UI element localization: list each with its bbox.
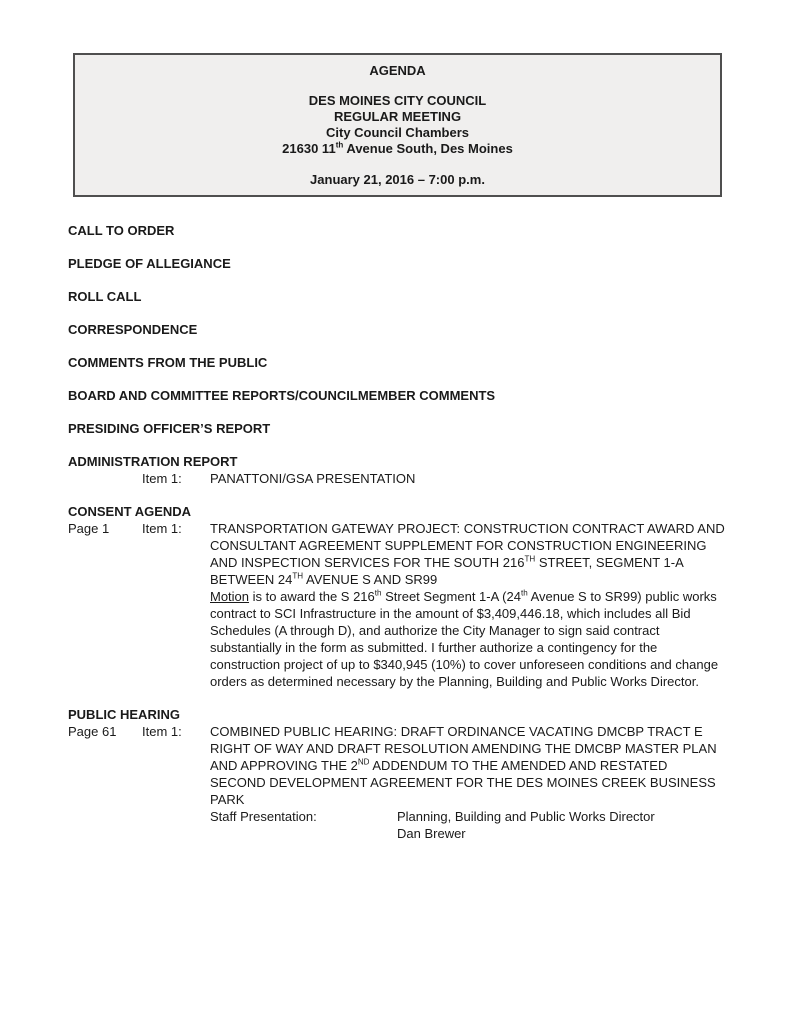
heading-roll-call: ROLL CALL — [68, 289, 142, 304]
heading-presiding-officers-report: PRESIDING OFFICER’S REPORT — [68, 421, 271, 436]
staff-presenter-title: Planning, Building and Public Works Director — [397, 809, 655, 824]
page-ref: Page 1 — [68, 521, 110, 536]
header-meeting-type: REGULAR MEETING — [333, 109, 462, 124]
staff-presentation-label: Staff Presentation: — [210, 809, 317, 824]
heading-board-committee-reports: BOARD AND COMMITTEE REPORTS/COUNCILMEMBER COMMENTS — [68, 388, 496, 403]
item-label: Item 1: — [142, 724, 182, 739]
header-location: City Council Chambers — [325, 125, 470, 140]
consent-agenda-item-row — [68, 520, 726, 690]
item-motion-text: Motion is to award the S 216th Street Segment 1-A (24th Avenue S to SR99) public works contract to SCI Infrastructure in the amount of $3,409,446.18, which includes all Bid Schedules (A through D), and authorize the City Manager to sign said contract substantially in the form as submitted. I further authorize a contingency for the construction project of up to $340,945 (10%) to cover unforeseen conditions and change orders as determined necessary by the Planning, Building and Public Works Director. — [210, 588, 719, 689]
staff-presentation-value — [397, 808, 655, 842]
agenda-header-box — [73, 53, 722, 197]
heading-call-to-order: CALL TO ORDER — [68, 223, 175, 238]
item-label: Item 1: — [142, 521, 182, 536]
heading-correspondence: CORRESPONDENCE — [68, 322, 198, 337]
staff-presenter-name: Dan Brewer — [397, 826, 466, 841]
item-title: PANATTONI/GSA PRESENTATION — [210, 471, 416, 486]
section-consent-agenda — [68, 503, 726, 690]
public-hearing-item-row — [68, 723, 726, 842]
public-hearing-heading: PUBLIC HEARING — [68, 707, 180, 722]
staff-presentation-row — [210, 808, 726, 842]
administration-report-heading: ADMINISTRATION REPORT — [68, 454, 238, 469]
section-administration-report — [68, 453, 726, 487]
item-body — [210, 723, 726, 842]
header-org-name: DES MOINES CITY COUNCIL — [308, 93, 487, 108]
page-ref: Page 61 — [68, 724, 117, 739]
item-title: TRANSPORTATION GATEWAY PROJECT: CONSTRUCTION CONTRACT AWARD AND CONSULTANT AGREEMENT SUPPLEMENT FOR CONSTRUCTION ENGINEERING AND INSPECTION SERVICES FOR THE SOUTH 216TH STREET, SEGMENT 1-A BETWEEN 24TH AVENUE S AND SR99 — [210, 521, 725, 587]
heading-pledge-of-allegiance: PLEDGE OF ALLEGIANCE — [68, 256, 231, 271]
header-address: 21630 11th Avenue South, Des Moines — [282, 140, 513, 156]
item-body — [210, 520, 726, 690]
item-label: Item 1: — [142, 471, 182, 486]
heading-comments-from-public: COMMENTS FROM THE PUBLIC — [68, 355, 268, 370]
header-datetime: January 21, 2016 – 7:00 p.m. — [310, 172, 485, 187]
agenda-body — [68, 222, 726, 842]
consent-agenda-heading: CONSENT AGENDA — [68, 504, 192, 519]
agenda-title: AGENDA — [369, 63, 426, 78]
item-title: COMBINED PUBLIC HEARING: DRAFT ORDINANCE VACATING DMCBP TRACT E RIGHT OF WAY AND DRAFT RESOLUTION AMENDING THE DMCBP MASTER PLAN AND APPROVING THE 2ND ADDENDUM TO THE AMENDED AND RESTATED SECOND DEVELOPMENT AGREEMENT FOR THE DES MOINES CREEK BUSINESS PARK — [210, 724, 717, 807]
administration-report-item-row — [68, 470, 726, 487]
section-public-hearing — [68, 706, 726, 842]
